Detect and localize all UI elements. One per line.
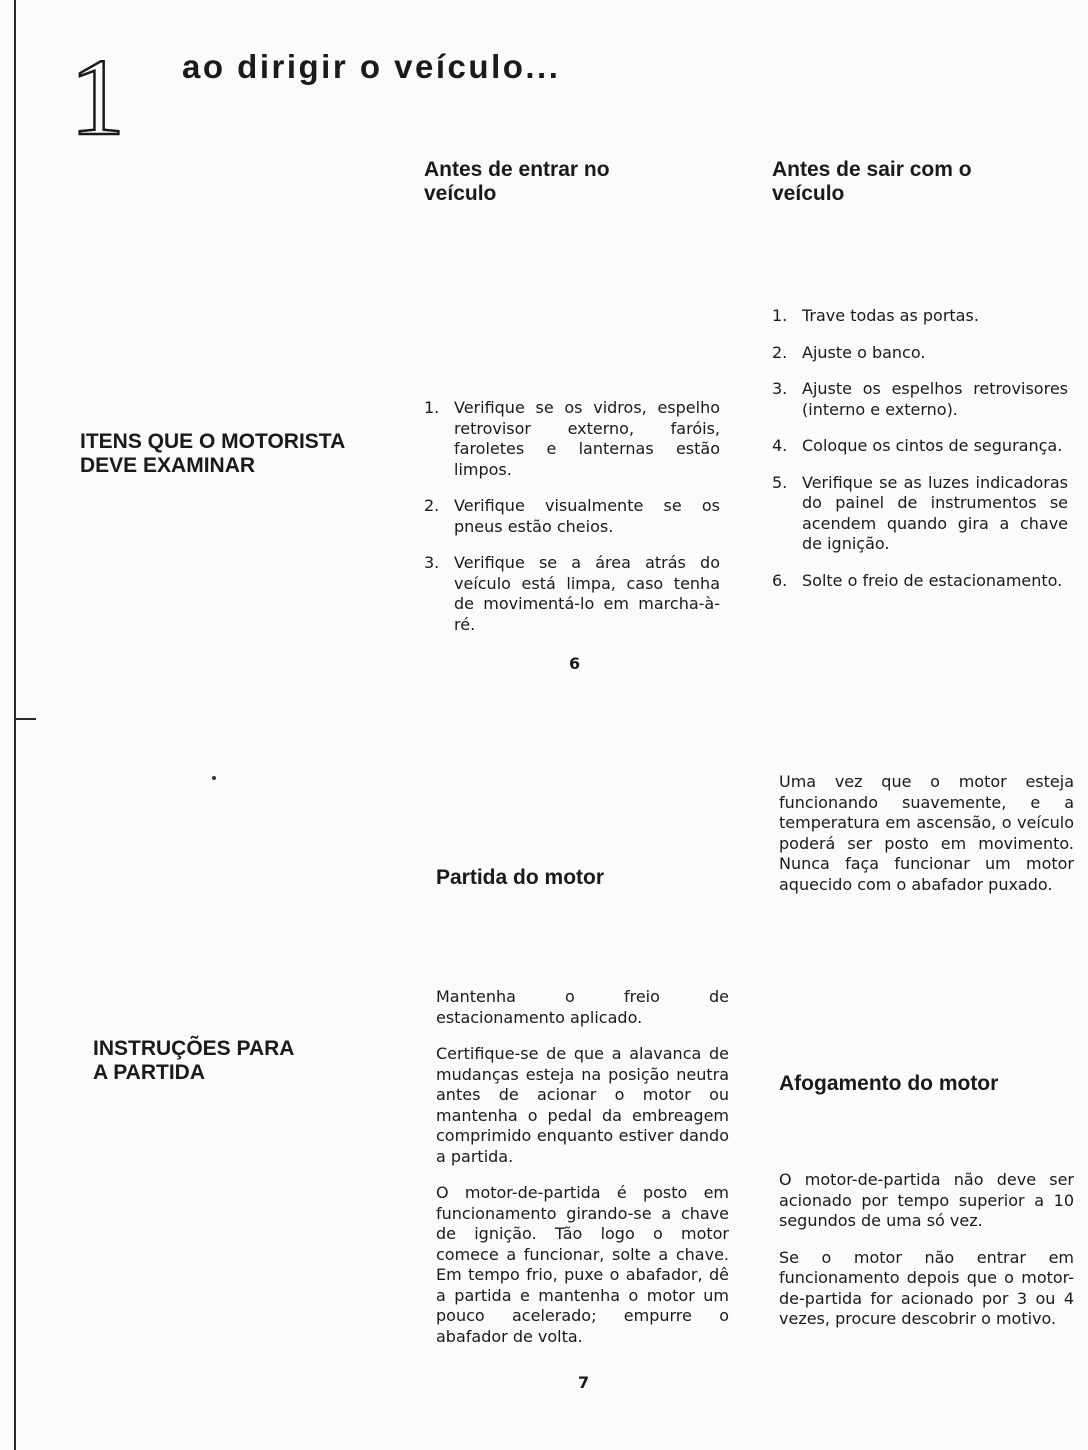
page-number-6: 6	[569, 654, 581, 673]
text-partida-motor	[436, 987, 729, 1363]
heading-afogamento: Afogamento do motor	[779, 1072, 999, 1095]
list-item: 1. Verifique se os vidros, espelho retrovisor externo, faróis, faroletes e lanternas estão limpos.	[424, 398, 720, 479]
print-speck	[212, 776, 216, 780]
paragraph: O motor-de-partida é posto em funcionamento girando-se a chave de ignição. Tão logo o motor comece a funcionar, solte a chave. Em tempo frio, puxe o abafador, dê a partida e mantenha o motor um pouco acelerado; empurre o abafador de volta.	[436, 1183, 729, 1346]
list-item: 6. Solte o freio de estacionamento.	[772, 570, 1063, 590]
heading-antes-entrar: Antes de entrar no veículo	[424, 158, 610, 205]
list-item: 3. Verifique se a área atrás do veículo está limpa, caso tenha de movimentá-lo em marcha-à-ré.	[424, 553, 720, 634]
heading-antes-sair: Antes de sair com o veículo	[772, 158, 972, 205]
list-item: 3. Ajuste os espelhos retrovisores (interno e externo).	[772, 379, 1068, 419]
text-afogamento	[779, 1170, 1074, 1346]
page-number-7: 7	[578, 1373, 590, 1392]
list-item: 1. Trave todas as portas.	[772, 306, 979, 325]
side-heading-partida: INSTRUÇÕES PARA A PARTIDA	[93, 1037, 295, 1084]
side-heading-examinar: ITENS QUE O MOTORISTA DEVE EXAMINAR	[80, 430, 346, 477]
paragraph: Se o motor não entrar em funcionamento depois que o motor-de-partida for acionado por 3 ou 4 vezes, procure descobrir o motivo.	[779, 1247, 1074, 1328]
scan-edge-line	[14, 0, 16, 1450]
text-motor-movimento: Uma vez que o motor esteja funcionando suavemente, e a temperatura em ascensão, o veículo poderá ser posto em movimento. Nunca faça funcionar um motor aquecido com o abafador puxado.	[779, 772, 1074, 894]
list-item: 2. Ajuste o banco.	[772, 342, 926, 362]
chapter-title: ao dirigir o veículo...	[182, 48, 561, 85]
paragraph: O motor-de-partida não deve ser acionado por tempo superior a 10 segundos de uma só vez.	[779, 1170, 1074, 1230]
list-item: 2. Verifique visualmente se os pneus estão cheios.	[424, 496, 720, 536]
list-antes-entrar	[424, 398, 720, 651]
chapter-number: 1	[70, 36, 125, 158]
paragraph: Certifique-se de que a alavanca de mudanças esteja na posição neutra antes de acionar o motor ou mantenha o pedal da embreagem comprimido enquanto estiver dando a partida.	[436, 1044, 729, 1166]
page-divider-tick	[14, 718, 36, 720]
heading-partida-motor: Partida do motor	[436, 866, 605, 889]
list-item: 5. Verifique se as luzes indicadoras do painel de instrumentos se acendem quando gira a chave de ignição.	[772, 472, 1068, 553]
paragraph: Mantenha o freio de estacionamento aplicado.	[436, 987, 729, 1027]
list-item: 4. Coloque os cintos de segurança.	[772, 436, 1063, 455]
list-antes-sair	[772, 306, 1068, 607]
